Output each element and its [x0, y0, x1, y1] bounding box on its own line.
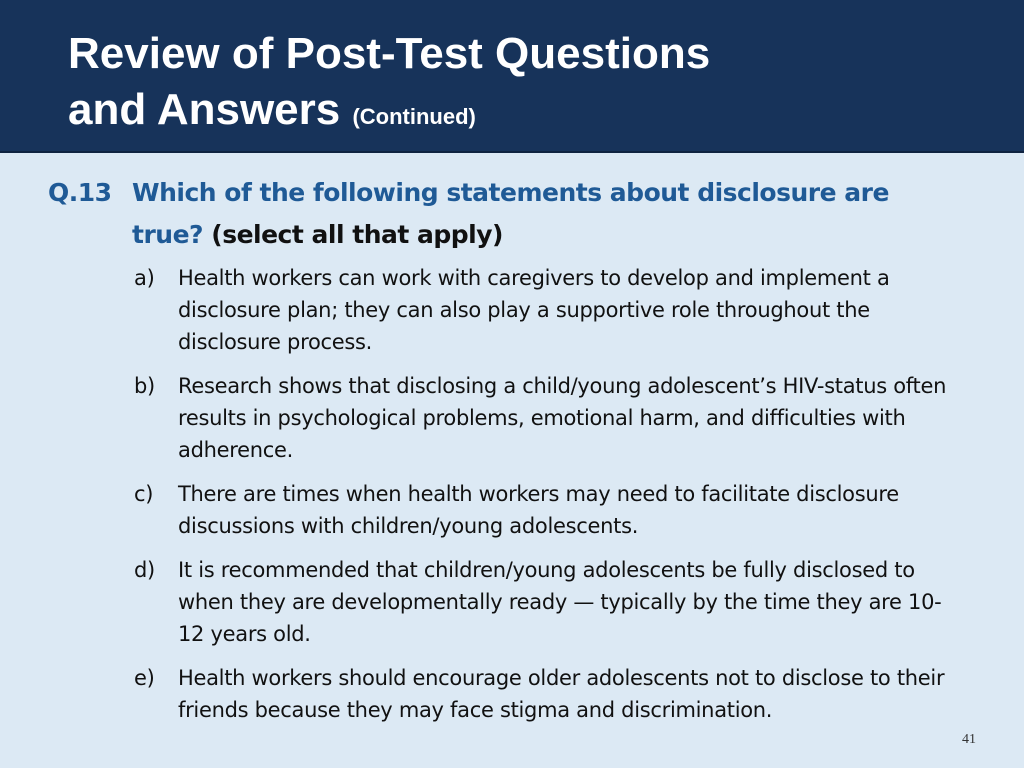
option-text: Health workers can work with caregivers to develop and implement a disclosure plan; they can also play a supportive role throughout the disclosure process. [178, 266, 890, 354]
question [48, 172, 948, 256]
question-instruction: (select all that apply) [211, 220, 503, 249]
slide-content [48, 172, 948, 738]
title-bar [0, 0, 1024, 153]
option-letter: a) [134, 266, 155, 290]
option-text: There are times when health workers may need to facilitate disclosure discussions with children/young adolescents. [178, 482, 899, 538]
question-number: Q.13 [48, 178, 112, 207]
answer-option-e [48, 662, 948, 726]
answer-option-d [48, 554, 948, 650]
option-letter: b) [134, 374, 155, 398]
slide-title [68, 26, 710, 145]
option-letter: c) [134, 482, 154, 506]
answer-option-a [48, 262, 948, 358]
answer-options [48, 262, 948, 726]
title-line-2: and Answers [68, 85, 341, 134]
title-line-1: Review of Post-Test Questions [68, 29, 711, 78]
title-suffix: (Continued) [352, 104, 476, 129]
answer-option-c [48, 478, 948, 542]
page-number: 41 [962, 732, 976, 747]
option-text: Research shows that disclosing a child/young adolescent’s HIV-status often results in psychological problems, emotional harm, and difficulties with adherence. [178, 374, 947, 462]
option-text: It is recommended that children/young adolescents be fully disclosed to when they are developmentally ready — typically by the time they are 10-12 years old. [178, 558, 942, 646]
answer-option-b [48, 370, 948, 466]
option-letter: e) [134, 666, 155, 690]
option-text: Health workers should encourage older adolescents not to disclose to their friends because they may face stigma and discrimination. [178, 666, 945, 722]
question-text: Which of the following statements about disclosure are true? [132, 178, 889, 249]
option-letter: d) [134, 558, 155, 582]
